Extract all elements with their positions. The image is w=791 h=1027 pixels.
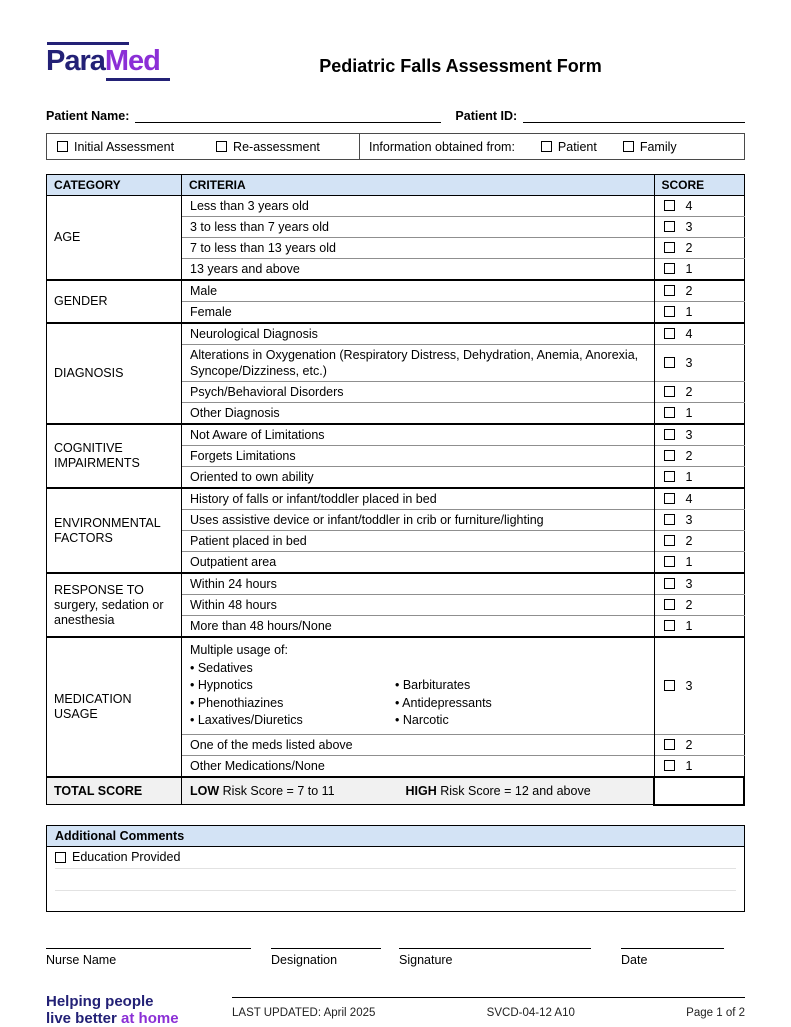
table-row bbox=[47, 637, 745, 734]
score-header: SCORE bbox=[654, 175, 744, 196]
score-value: 3 bbox=[685, 577, 693, 591]
category-cell-age: AGE bbox=[47, 196, 182, 281]
score-value: 2 bbox=[685, 241, 693, 255]
reassessment-label: Re-assessment bbox=[233, 139, 320, 154]
table-header-row bbox=[47, 175, 745, 196]
criteria-cell: Oriented to own ability bbox=[182, 467, 655, 489]
score-checkbox[interactable] bbox=[664, 221, 675, 232]
score-value: 3 bbox=[685, 428, 693, 442]
score-cell bbox=[654, 196, 744, 217]
info-obtained-cell bbox=[359, 134, 744, 159]
criteria-cell: Forgets Limitations bbox=[182, 446, 655, 467]
score-cell bbox=[654, 280, 744, 302]
paramed-logo bbox=[46, 40, 206, 82]
criteria-cell: More than 48 hours/None bbox=[182, 616, 655, 638]
brand-tagline bbox=[46, 993, 232, 1027]
criteria-cell: History of falls or infant/toddler placed in bed bbox=[182, 488, 655, 510]
medication-bullets-col1 bbox=[190, 660, 395, 730]
criteria-cell: Patient placed in bed bbox=[182, 531, 655, 552]
criteria-cell: Outpatient area bbox=[182, 552, 655, 574]
nurse-name-field[interactable] bbox=[46, 948, 251, 967]
score-value: 2 bbox=[685, 284, 693, 298]
total-score-row bbox=[47, 777, 745, 805]
score-cell bbox=[654, 734, 744, 755]
info-patient-checkbox[interactable] bbox=[541, 141, 552, 152]
score-checkbox[interactable] bbox=[664, 556, 675, 567]
score-value: 1 bbox=[685, 305, 693, 319]
patient-row bbox=[46, 108, 745, 123]
table-row bbox=[47, 573, 745, 595]
category-cell-gender: GENDER bbox=[47, 280, 182, 323]
score-value: 2 bbox=[685, 737, 693, 752]
additional-comments-header: Additional Comments bbox=[47, 826, 744, 847]
criteria-cell: Within 48 hours bbox=[182, 595, 655, 616]
info-obtained-label: Information obtained from: bbox=[369, 139, 515, 154]
date-field[interactable] bbox=[621, 948, 724, 967]
assessment-table bbox=[46, 174, 745, 806]
medication-bullets-col2 bbox=[395, 660, 492, 730]
score-value: 4 bbox=[685, 327, 693, 341]
score-value: 1 bbox=[685, 406, 693, 420]
score-checkbox[interactable] bbox=[664, 200, 675, 211]
category-header: CATEGORY bbox=[47, 175, 182, 196]
criteria-header: CRITERIA bbox=[182, 175, 655, 196]
logo-underline bbox=[106, 78, 170, 81]
score-checkbox[interactable] bbox=[664, 357, 675, 368]
score-cell bbox=[654, 531, 744, 552]
score-cell bbox=[654, 345, 744, 382]
criteria-cell: Male bbox=[182, 280, 655, 302]
date-label: Date bbox=[621, 952, 648, 967]
high-risk-bold: HIGH bbox=[405, 783, 437, 798]
score-value: 2 bbox=[685, 385, 693, 399]
patient-id-field[interactable] bbox=[523, 108, 745, 123]
table-row bbox=[47, 323, 745, 345]
bullet-item: • Narcotic bbox=[395, 713, 449, 727]
score-checkbox[interactable] bbox=[664, 578, 675, 589]
score-checkbox[interactable] bbox=[664, 285, 675, 296]
education-provided-checkbox[interactable] bbox=[55, 852, 66, 863]
initial-assessment-label: Initial Assessment bbox=[74, 139, 175, 154]
criteria-cell: 7 to less than 13 years old bbox=[182, 238, 655, 259]
criteria-cell: Not Aware of Limitations bbox=[182, 424, 655, 446]
score-value: 2 bbox=[685, 598, 693, 612]
additional-comments-section bbox=[46, 825, 745, 912]
criteria-cell: Neurological Diagnosis bbox=[182, 323, 655, 345]
signature-row bbox=[46, 948, 745, 967]
score-value: 1 bbox=[685, 619, 693, 633]
comments-blank-line[interactable] bbox=[55, 891, 736, 913]
score-cell bbox=[654, 424, 744, 446]
score-cell bbox=[654, 323, 744, 345]
score-value: 3 bbox=[685, 513, 693, 527]
assessment-type-box bbox=[46, 133, 745, 160]
total-score-label: TOTAL SCORE bbox=[47, 777, 182, 805]
comments-area[interactable] bbox=[47, 847, 744, 911]
score-cell bbox=[654, 595, 744, 616]
table-row bbox=[47, 280, 745, 302]
score-checkbox[interactable] bbox=[664, 535, 675, 546]
medication-intro: Multiple usage of: bbox=[190, 643, 288, 657]
score-cell bbox=[654, 302, 744, 324]
criteria-cell: Female bbox=[182, 302, 655, 324]
score-cell bbox=[654, 259, 744, 281]
initial-assessment-checkbox[interactable] bbox=[57, 141, 68, 152]
signature-label: Signature bbox=[399, 952, 453, 967]
criteria-cell: Other Medications/None bbox=[182, 755, 655, 777]
score-cell bbox=[654, 637, 744, 734]
signature-field[interactable] bbox=[399, 948, 591, 967]
category-cell-environmental: ENVIRONMENTAL FACTORS bbox=[47, 488, 182, 573]
table-row bbox=[47, 424, 745, 446]
nurse-name-label: Nurse Name bbox=[46, 952, 117, 967]
category-cell-medication: MEDICATION USAGE bbox=[47, 637, 182, 777]
score-checkbox[interactable] bbox=[664, 306, 675, 317]
category-cell-response bbox=[47, 573, 182, 637]
bullet-item: • Barbiturates bbox=[395, 678, 471, 692]
bullet-item: • Antidepressants bbox=[395, 695, 492, 710]
score-cell bbox=[654, 510, 744, 531]
score-value: 3 bbox=[685, 678, 693, 693]
table-row bbox=[47, 196, 745, 217]
criteria-cell: Uses assistive device or infant/toddler in crib or furniture/lighting bbox=[182, 510, 655, 531]
total-score-legend bbox=[182, 777, 655, 805]
score-checkbox[interactable] bbox=[664, 471, 675, 482]
score-checkbox[interactable] bbox=[664, 599, 675, 610]
tagline-line2-navy: live better bbox=[46, 1009, 122, 1027]
score-checkbox[interactable] bbox=[664, 429, 675, 440]
category-cell-diagnosis: DIAGNOSIS bbox=[47, 323, 182, 424]
score-value: 4 bbox=[685, 492, 693, 506]
criteria-cell-medication-multi bbox=[182, 637, 655, 734]
score-cell bbox=[654, 217, 744, 238]
logo-overline bbox=[47, 42, 129, 45]
score-checkbox[interactable] bbox=[664, 620, 675, 631]
score-checkbox[interactable] bbox=[664, 514, 675, 525]
score-value: 1 bbox=[685, 555, 693, 569]
score-value: 3 bbox=[685, 356, 693, 370]
score-checkbox[interactable] bbox=[664, 328, 675, 339]
table-row bbox=[47, 488, 745, 510]
criteria-cell: 3 to less than 7 years old bbox=[182, 217, 655, 238]
score-value: 1 bbox=[685, 262, 693, 276]
score-cell bbox=[654, 573, 744, 595]
category-response-lower: surgery, sedation or anesthesia bbox=[54, 597, 164, 627]
document-code: SVCD-04-12 A10 bbox=[486, 1006, 575, 1019]
score-cell bbox=[654, 552, 744, 574]
total-score-box[interactable] bbox=[654, 777, 744, 805]
low-risk-bold: LOW bbox=[190, 783, 220, 798]
info-patient-label: Patient bbox=[557, 139, 597, 154]
score-value: 2 bbox=[685, 449, 693, 463]
designation-field[interactable] bbox=[271, 948, 381, 967]
score-cell bbox=[654, 755, 744, 777]
bullet-item: • Hypnotics bbox=[190, 678, 253, 692]
criteria-cell: 13 years and above bbox=[182, 259, 655, 281]
score-checkbox[interactable] bbox=[664, 739, 675, 750]
bullet-item: • Phenothiazines bbox=[190, 695, 284, 710]
criteria-cell: One of the meds listed above bbox=[182, 734, 655, 755]
info-family-checkbox[interactable] bbox=[623, 141, 634, 152]
score-value: 4 bbox=[685, 199, 693, 213]
score-cell bbox=[654, 467, 744, 489]
page-title: Pediatric Falls Assessment Form bbox=[319, 56, 602, 76]
score-cell bbox=[654, 616, 744, 638]
bullet-item: • Laxatives/Diuretics bbox=[190, 713, 303, 727]
patient-name-field[interactable] bbox=[135, 108, 441, 123]
score-checkbox[interactable] bbox=[664, 680, 675, 691]
bullet-item: • Sedatives bbox=[190, 660, 253, 675]
score-value: 3 bbox=[685, 220, 693, 234]
high-risk-text: Risk Score = 12 and above bbox=[436, 783, 591, 798]
assessment-type-cell bbox=[47, 140, 359, 154]
score-cell bbox=[654, 403, 744, 425]
criteria-cell: Other Diagnosis bbox=[182, 403, 655, 425]
score-value: 1 bbox=[685, 758, 693, 773]
reassessment-checkbox[interactable] bbox=[216, 141, 227, 152]
tagline-line2-purple: at home bbox=[121, 1009, 179, 1027]
criteria-cell: Less than 3 years old bbox=[182, 196, 655, 217]
comments-blank-line[interactable] bbox=[55, 869, 736, 891]
score-cell bbox=[654, 446, 744, 467]
patient-id-label: Patient ID: bbox=[455, 109, 518, 123]
criteria-cell: Alterations in Oxygenation (Respiratory Distress, Dehydration, Anemia, Anorexia, Syncope/Dizziness, etc.) bbox=[182, 345, 655, 382]
last-updated-text: LAST UPDATED: April 2025 bbox=[232, 1006, 376, 1019]
score-checkbox[interactable] bbox=[664, 263, 675, 274]
score-cell bbox=[654, 382, 744, 403]
patient-name-label: Patient Name: bbox=[46, 109, 130, 123]
page-number: Page 1 of 2 bbox=[686, 1006, 745, 1019]
score-checkbox[interactable] bbox=[664, 242, 675, 253]
score-cell bbox=[654, 488, 744, 510]
low-risk-text: Risk Score = 7 to 11 bbox=[219, 783, 335, 798]
score-value: 2 bbox=[685, 534, 693, 548]
score-checkbox[interactable] bbox=[664, 407, 675, 418]
score-checkbox[interactable] bbox=[664, 450, 675, 461]
criteria-cell: Psych/Behavioral Disorders bbox=[182, 382, 655, 403]
header bbox=[46, 40, 745, 82]
logo-text-para: Para bbox=[46, 45, 105, 77]
score-checkbox[interactable] bbox=[664, 493, 675, 504]
criteria-cell: Within 24 hours bbox=[182, 573, 655, 595]
score-checkbox[interactable] bbox=[664, 386, 675, 397]
designation-label: Designation bbox=[271, 952, 338, 967]
score-cell bbox=[654, 238, 744, 259]
logo-text-med: Med bbox=[104, 45, 160, 77]
score-value: 1 bbox=[685, 470, 693, 484]
tagline-line1: Helping people bbox=[46, 992, 154, 1010]
footer-meta bbox=[232, 993, 745, 1027]
info-family-label: Family bbox=[639, 139, 677, 154]
category-response-upper: RESPONSE TO bbox=[54, 582, 144, 597]
education-provided-label: Education Provided bbox=[72, 850, 181, 864]
score-checkbox[interactable] bbox=[664, 760, 675, 771]
footer bbox=[46, 993, 745, 1027]
category-cell-cognitive: COGNITIVE IMPAIRMENTS bbox=[47, 424, 182, 488]
